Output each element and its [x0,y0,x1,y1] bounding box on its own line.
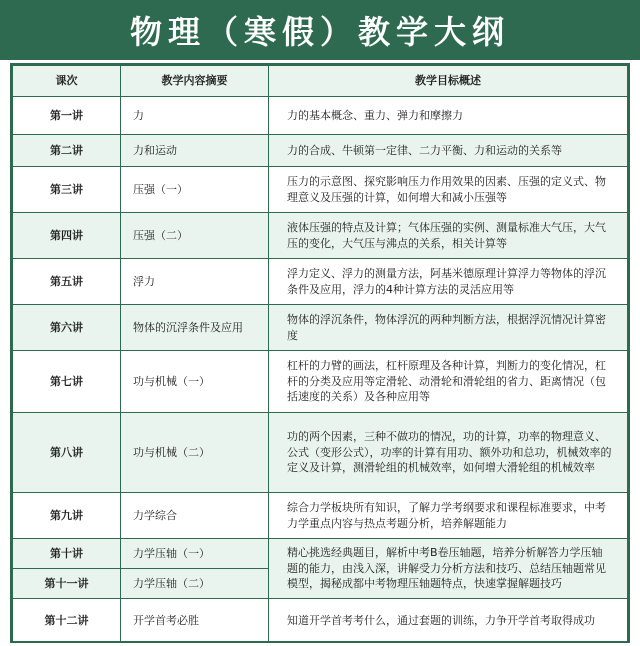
table-row [13,305,628,351]
lecture-cell: 第十讲 [13,539,121,569]
topic-cell: 功与机械（二） [121,413,269,493]
header-summary: 教学内容摘要 [121,66,269,97]
lecture-cell: 第七讲 [13,351,121,413]
goal-cell: 精心挑选经典题目，解析中考B卷压轴题，培养分析解答力学压轴题的能力，由浅入深，讲解受力分析方法和技巧、总结压轴题常见模型，揭秘成都中考物理压轴题特点，快速掌握解题技巧 [269,539,628,599]
goal-cell: 力的合成、牛顿第一定律、二力平衡、力和运动的关系等 [269,135,628,167]
topic-cell: 力学压轴（二） [121,569,269,599]
header-goal: 教学目标概述 [269,66,628,97]
goal-cell: 知道开学首考考什么，通过套题的训练，力争开学首考取得成功 [269,599,628,643]
table-row [13,167,628,213]
lecture-cell: 第九讲 [13,493,121,539]
table-row [13,259,628,305]
topic-cell: 力学综合 [121,493,269,539]
topic-cell: 力学压轴（一） [121,539,269,569]
header-lecture: 课次 [13,66,121,97]
table-row [13,213,628,259]
lecture-cell: 第十二讲 [13,599,121,643]
page-title: 物理（寒假）教学大纲 [129,13,510,51]
syllabus-table-frame [10,63,630,643]
lecture-cell: 第一讲 [13,97,121,135]
topic-cell: 功与机械（一） [121,351,269,413]
goal-cell: 浮力定义、浮力的测量方法，阿基米德原理计算浮力等物体的浮沉条件及应用，浮力的4种计算方法的灵活应用等 [269,259,628,305]
goal-cell: 综合力学板块所有知识，了解力学考纲要求和课程标准要求，中考力学重点内容与热点考题分析，培养解题能力 [269,493,628,539]
topic-cell: 物体的沉浮条件及应用 [121,305,269,351]
header-row [13,66,628,97]
goal-cell: 力的基本概念、重力、弹力和摩擦力 [269,97,628,135]
goal-cell: 压力的示意图、探究影响压力作用效果的因素、压强的定义式、物理意义及压强的计算，如何增大和减小压强等 [269,167,628,213]
table-row [13,493,628,539]
goal-cell: 杠杆的力臂的画法，杠杆原理及各种计算，判断力的变化情况，杠杆的分类及应用等定滑轮、动滑轮和滑轮组的省力、距离情况（包括速度的关系）及各种应用等 [269,351,628,413]
table-row [13,539,628,569]
table-row [13,97,628,135]
topic-cell: 开学首考必胜 [121,599,269,643]
goal-cell: 液体压强的特点及计算；气体压强的实例、测量标准大气压，大气压的变化，大气压与沸点的关系，相关计算等 [269,213,628,259]
lecture-cell: 第四讲 [13,213,121,259]
topic-cell: 力 [121,97,269,135]
goal-cell: 物体的浮沉条件，物体浮沉的两种判断方法，根据浮沉情况计算密度 [269,305,628,351]
lecture-cell: 第五讲 [13,259,121,305]
lecture-cell: 第六讲 [13,305,121,351]
table-row [13,599,628,643]
lecture-cell: 第二讲 [13,135,121,167]
lecture-cell: 第十一讲 [13,569,121,599]
topic-cell: 压强（二） [121,213,269,259]
syllabus-table [12,65,628,643]
topic-cell: 力和运动 [121,135,269,167]
table-row [13,351,628,413]
topic-cell: 压强（一） [121,167,269,213]
table-row [13,135,628,167]
goal-cell: 功的两个因素，三种不做功的情况，功的计算，功率的物理意义、公式（变形公式），功率的计算有用功、额外功和总功，机械效率的定义及计算，测滑轮组的机械效率，如何增大滑轮组的机械效率 [269,413,628,493]
table-row [13,413,628,493]
lecture-cell: 第三讲 [13,167,121,213]
lecture-cell: 第八讲 [13,413,121,493]
title-banner [0,0,640,60]
topic-cell: 浮力 [121,259,269,305]
